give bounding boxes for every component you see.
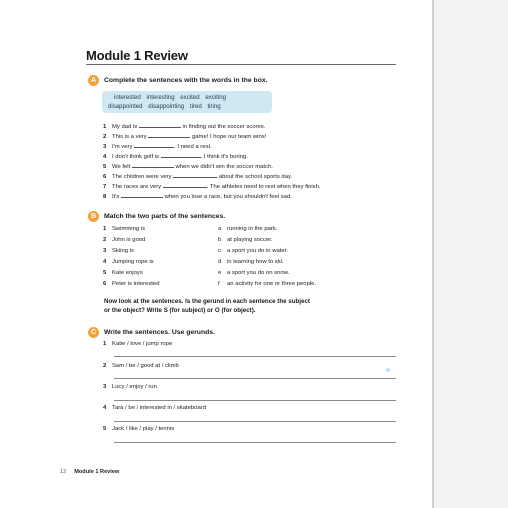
item-text: Jack / like / play / tennis <box>112 426 175 432</box>
exercise-c-item <box>103 426 174 432</box>
item-text: about the school sports day. <box>218 174 293 180</box>
answer-line[interactable] <box>114 400 396 401</box>
item-text: in learning how to ski. <box>227 259 284 265</box>
section-b-note-line-2: or the object? Write S (for subject) or O (for object). <box>104 307 256 314</box>
match-left-item <box>103 226 145 232</box>
item-text: Kate enjoys <box>112 270 143 276</box>
item-text: John is good <box>112 237 146 243</box>
word-box-row-2 <box>108 103 225 110</box>
item-text: . The athletes need to rest when they finish. <box>206 184 321 190</box>
exercise-a-item <box>103 182 321 190</box>
item-text: Tara / be / interested in / skateboard <box>112 405 206 411</box>
item-text: This is a very <box>112 134 147 140</box>
word-box-word: tired <box>189 103 202 110</box>
exercise-a-item <box>103 172 292 180</box>
word-box <box>102 91 272 113</box>
page-footer <box>60 469 119 475</box>
exercise-c-item <box>103 405 206 411</box>
match-right-item <box>218 237 273 243</box>
item-text: Skiing is <box>112 248 134 254</box>
answer-blank[interactable] <box>139 122 181 128</box>
item-number: 5 <box>103 164 107 170</box>
match-left-item <box>103 281 159 287</box>
exercise-a-item <box>103 192 292 200</box>
item-text: We felt <box>112 164 131 170</box>
item-text: Lucy / enjoy / run <box>112 384 157 390</box>
word-box-word: disappointed <box>108 103 143 110</box>
match-left-item <box>103 237 145 243</box>
section-c-instruction: Write the sentences. Use gerunds. <box>104 329 215 336</box>
item-letter: b <box>218 237 222 243</box>
item-number: 3 <box>103 144 107 150</box>
item-number: 1 <box>103 341 107 347</box>
answer-blank[interactable] <box>161 152 201 158</box>
answer-line[interactable] <box>114 421 396 422</box>
answer-blank[interactable] <box>148 132 190 138</box>
match-right-item <box>218 226 277 232</box>
answer-line[interactable] <box>114 378 396 379</box>
word-box-word: tiring <box>207 103 221 110</box>
item-letter: d <box>218 259 222 265</box>
item-letter: f <box>218 281 220 287</box>
section-b-instruction: Match the two parts of the sentences. <box>104 213 226 220</box>
page-edge <box>432 0 434 508</box>
item-text: The races are very <box>112 184 162 190</box>
item-text: game! I hope our team wins! <box>191 134 267 140</box>
exercise-a-item <box>103 152 248 160</box>
word-box-row-1 <box>114 94 230 101</box>
item-text: Katie / love / jump rope <box>112 341 173 347</box>
item-text: . I think it's boring. <box>200 154 248 160</box>
item-number: 4 <box>103 259 107 265</box>
item-number: 5 <box>103 270 107 276</box>
section-b-badge: B <box>88 211 99 222</box>
match-left-item <box>103 248 134 254</box>
exercise-a-item <box>103 122 265 130</box>
item-number: 6 <box>103 174 107 180</box>
answer-blank[interactable] <box>132 162 174 168</box>
item-number: 1 <box>103 124 107 130</box>
word-box-word: interested <box>114 94 141 101</box>
word-box-word: disappointing <box>148 103 185 110</box>
item-number: 7 <box>103 184 107 190</box>
page-number: 12 <box>60 469 67 475</box>
page-title: Module 1 Review <box>86 48 188 63</box>
item-number: 2 <box>103 134 107 140</box>
word-box-word: interesting <box>146 94 175 101</box>
match-left-item <box>103 259 154 265</box>
title-rule <box>86 64 396 65</box>
exercise-a-item <box>103 142 212 150</box>
exercise-c-item <box>103 341 172 347</box>
item-number: 6 <box>103 281 107 287</box>
item-number: 3 <box>103 384 107 390</box>
item-text: . I need a rest. <box>174 144 212 150</box>
background-area <box>434 0 508 508</box>
exercise-a-item <box>103 132 266 140</box>
item-number: 4 <box>103 154 107 160</box>
item-text: It's <box>112 194 120 200</box>
item-number: 5 <box>103 426 107 432</box>
item-number: 8 <box>103 194 107 200</box>
item-text: The children were very <box>112 174 172 180</box>
answer-blank[interactable] <box>173 172 217 178</box>
item-text: an activity for one or three people. <box>227 281 317 287</box>
match-right-item <box>218 248 288 254</box>
item-text: Peter is interested <box>112 281 160 287</box>
item-text: I'm very <box>112 144 133 150</box>
exercise-c-item <box>103 363 179 369</box>
item-text: a sport you do on snow. <box>227 270 290 276</box>
match-right-item <box>218 281 316 287</box>
item-letter: a <box>218 226 222 232</box>
item-text: Jumping rope is <box>112 259 154 265</box>
answer-line[interactable] <box>114 356 396 357</box>
answer-blank[interactable] <box>134 142 174 148</box>
item-text: I don't think golf is <box>112 154 159 160</box>
answer-line[interactable] <box>114 442 396 443</box>
item-number: 1 <box>103 226 107 232</box>
item-text: My dad is <box>112 124 138 130</box>
item-text: a sport you do in water. <box>227 248 288 254</box>
answer-blank[interactable] <box>163 182 207 188</box>
match-left-item <box>103 270 143 276</box>
section-a-instruction: Complete the sentences with the words in the box. <box>104 77 268 84</box>
word-box-word: exciting <box>205 94 226 101</box>
item-text: when you lose a race, but you shouldn't feel sad. <box>164 194 292 200</box>
exercise-c-item <box>103 384 157 390</box>
item-text: Swimming is <box>112 226 146 232</box>
exercise-a-item <box>103 162 273 170</box>
section-b-note-line-1: Now look at the sentences. Is the gerund in each sentence the subject <box>104 298 310 305</box>
answer-blank[interactable] <box>121 192 163 198</box>
item-text: at playing soccer. <box>227 237 273 243</box>
item-letter: e <box>218 270 222 276</box>
decorative-dot <box>386 368 390 372</box>
item-text: Sam / be / good at / climb <box>112 363 179 369</box>
item-text: in finding out the soccer scores. <box>182 124 266 130</box>
item-letter: c <box>218 248 221 254</box>
section-a-badge: A <box>88 75 99 86</box>
match-right-item <box>218 270 289 276</box>
item-text: when we didn't win the soccer match. <box>175 164 273 170</box>
item-number: 3 <box>103 248 107 254</box>
item-number: 4 <box>103 405 107 411</box>
item-number: 2 <box>103 363 107 369</box>
item-number: 2 <box>103 237 107 243</box>
match-right-item <box>218 259 284 265</box>
word-box-word: excited <box>180 94 200 101</box>
footer-title: Module 1 Review <box>74 469 120 475</box>
section-c-badge: C <box>88 327 99 338</box>
item-text: running in the park. <box>227 226 278 232</box>
